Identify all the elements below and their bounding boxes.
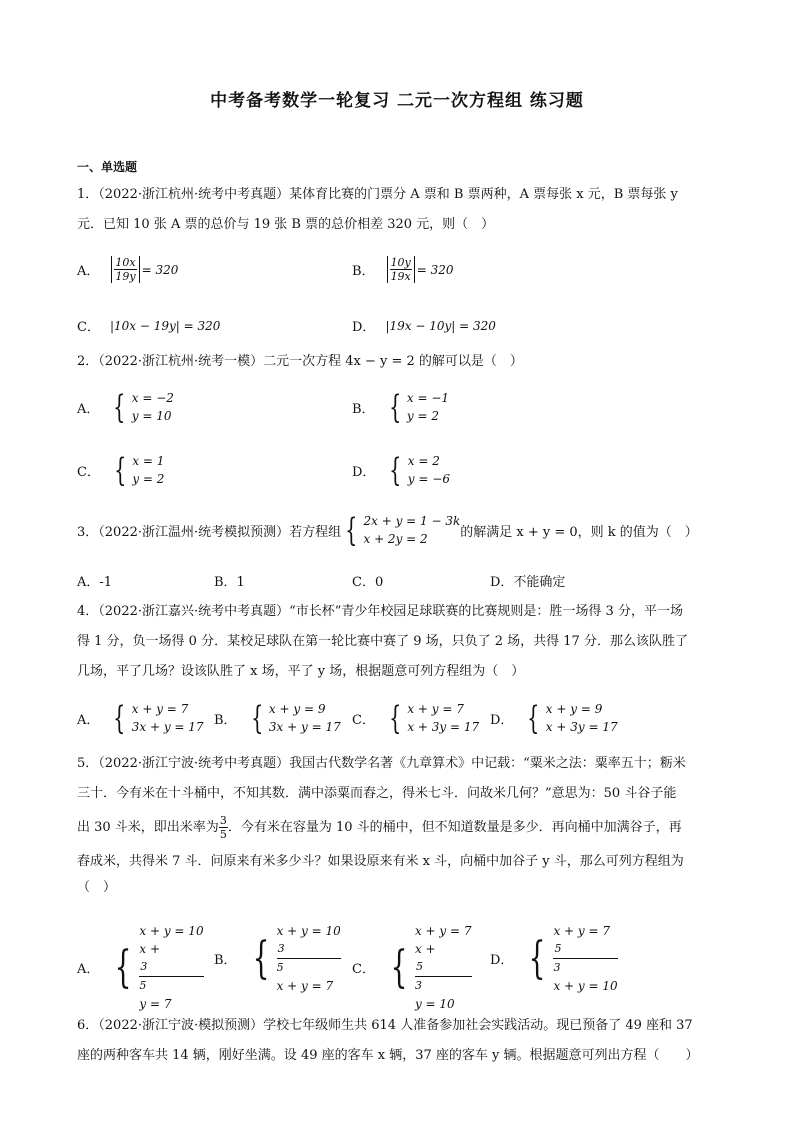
question-1-stem: [77, 180, 717, 240]
question-5-option-a[interactable]: [77, 922, 204, 1013]
fraction-denominator: 5: [219, 828, 227, 841]
question-3-option-d[interactable]: D．不能确定: [490, 575, 566, 590]
question-4-option-b[interactable]: [214, 700, 341, 736]
option-expression: |19x − 10y| = 320: [385, 318, 496, 333]
option-label: C．: [77, 464, 100, 480]
fraction-denominator: 19y: [115, 270, 136, 283]
option-rhs: = 320: [141, 262, 179, 277]
option-expression: [109, 256, 178, 283]
question-6-line-1: 6．（2022·浙江宁波·模拟预测）学校七年级师生共 614 人准备参加社会实践活动。现已预备了 49 座和 37: [77, 1018, 693, 1033]
equation-system: { x + y = 10 3 5 x + y = 7: [252, 924, 341, 993]
question-2-option-b[interactable]: [352, 389, 449, 425]
question-1-line-2: 元．已知 10 张 A 票的总价与 19 张 B 票的总价相差 320 元，则（ ）: [77, 217, 495, 232]
option-label: C．: [77, 320, 100, 335]
question-5-line-1: 5．（2022·浙江宁波·统考中考真题）我国古代数学名著《九章算术》中记载：“粟米之法：粟率五十；粝米: [77, 756, 686, 771]
equation-system: { x + y = 7 5 3 x + y = 10: [529, 924, 618, 993]
question-3-stem-part-2: 的解满足 x + y = 0，则 k 的值为（ ）: [460, 524, 698, 540]
question-5-option-c[interactable]: [352, 922, 472, 1013]
question-5-stem: [77, 749, 717, 899]
option-label: D．: [490, 712, 514, 728]
question-5-line-3: 出 30 斗米，即出米率为 $\frac{3}{5}$ ．今有米在容量为 10 斗的桶中，但不知道数量是多少．再向桶中加满谷子，再: [77, 814, 682, 841]
question-3-stem: [77, 512, 698, 548]
fraction-denominator: 19x: [390, 270, 411, 283]
question-5-line-2: 三十．今有米在十斗桶中，不知其数．满中添粟而舂之，得米七斗．问故米几何？”意思为：50 斗谷子能: [77, 786, 677, 801]
option-label: B．: [214, 712, 237, 728]
question-1-option-c[interactable]: [77, 316, 220, 335]
page-title: 中考备考数学一轮复习 二元一次方程组 练习题: [210, 91, 584, 111]
option-label: C．: [352, 712, 375, 728]
question-3-option-a[interactable]: A．-1: [77, 575, 113, 590]
question-4-stem: [77, 597, 717, 687]
question-4-option-c[interactable]: [352, 700, 479, 736]
question-4-option-d[interactable]: [490, 700, 618, 736]
question-4-option-a[interactable]: [77, 700, 204, 736]
question-3-stem-part-1: 3．（2022·浙江温州·统考模拟预测）若方程组: [77, 524, 342, 540]
question-5-option-b[interactable]: [214, 922, 341, 995]
equation-system: { x + y = 9 x + 3y = 17: [527, 699, 618, 737]
question-1-option-a[interactable]: [77, 256, 178, 283]
question-4-line-2: 得 1 分，负一场得 0 分．某校足球队在第一轮比赛中赛了 9 场，只负了 2 场，共得 17 分．那么该队胜了: [77, 634, 688, 649]
equation-system: { x + y = 7 x + 3y = 17: [389, 699, 480, 737]
option-label: D．: [490, 953, 514, 968]
question-1-line-1: 1．（2022·浙江杭州·统考中考真题）某体育比赛的门票分 A 票和 B 票两种，A 票每张 x 元，B 票每张 y: [77, 187, 678, 202]
question-5-line-5: （ ）: [77, 880, 117, 895]
question-6-line-2: 座的两种客车共 14 辆，刚好坐满。设 49 座的客车 x 辆，37 座的客车 y 辆。根据题意可列出方程（ ）: [77, 1048, 699, 1063]
question-4-line-1: 4．（2022·浙江嘉兴·统考中考真题）“市长杯”青少年校园足球联赛的比赛规则是：胜一场得 3 分，平一场: [77, 604, 683, 619]
equation-system: { x + y = 7 x + 5 3 y = 10: [390, 924, 472, 1011]
question-3-option-c[interactable]: C．0: [352, 575, 384, 590]
fraction-numerator: 10y: [390, 256, 411, 269]
question-2-option-a[interactable]: [77, 389, 174, 425]
option-label: D．: [352, 320, 376, 335]
equation-system: { x = −2 y = 10: [113, 388, 174, 426]
question-4-line-3: 几场，平了几场？设该队胜了 x 场，平了 y 场，根据题意可列方程组为（ ）: [77, 664, 525, 679]
fraction-numerator: 3: [219, 814, 227, 827]
question-5-line-4: 舂成米，共得米 7 斗．问原来有米多少斗？如果设原来有米 x 斗，向桶中加谷子 y 斗，那么可列方程组为: [77, 854, 684, 869]
option-rhs: = 320: [416, 262, 454, 277]
equation-system: { x + y = 7 3x + y = 17: [113, 699, 204, 737]
question-2-stem: 2．（2022·浙江杭州·统考一模）二元一次方程 4x − y = 2 的解可以是（ ）: [77, 354, 523, 369]
question-6-stem: [77, 1011, 717, 1071]
equation-system: { x = 2 y = −6: [389, 451, 450, 489]
question-2-option-c[interactable]: [77, 452, 164, 488]
equation-system: { x + y = 9 3x + y = 17: [250, 699, 341, 737]
option-label: A．: [77, 962, 100, 977]
option-label: A．: [77, 401, 100, 417]
option-label: B．: [352, 264, 375, 279]
option-label: A．: [77, 264, 100, 279]
fraction-numerator: 10x: [115, 256, 136, 269]
question-5-option-d[interactable]: [490, 922, 618, 995]
equation-system: { x = −1 y = 2: [388, 388, 450, 426]
equation-system: { x = 1 y = 2: [114, 451, 165, 489]
question-1-option-b[interactable]: [352, 256, 454, 283]
question-2-option-d[interactable]: [352, 452, 450, 488]
option-label: C．: [352, 962, 375, 977]
equation-system: { x + y = 10 x + 3 5 y = 7: [114, 924, 204, 1011]
option-label: A．: [77, 712, 100, 728]
section-heading: 一、单选题: [77, 160, 138, 174]
option-label: D．: [352, 464, 376, 480]
equation-system: { 2x + y = 1 − 3k x + 2y = 2: [345, 511, 461, 549]
question-1-option-d[interactable]: [352, 316, 496, 335]
option-label: B．: [214, 953, 237, 968]
question-3-option-b[interactable]: B．1: [214, 575, 245, 590]
option-label: B．: [352, 401, 375, 417]
option-expression: [385, 256, 454, 283]
option-expression: |10x − 19y| = 320: [109, 318, 221, 333]
